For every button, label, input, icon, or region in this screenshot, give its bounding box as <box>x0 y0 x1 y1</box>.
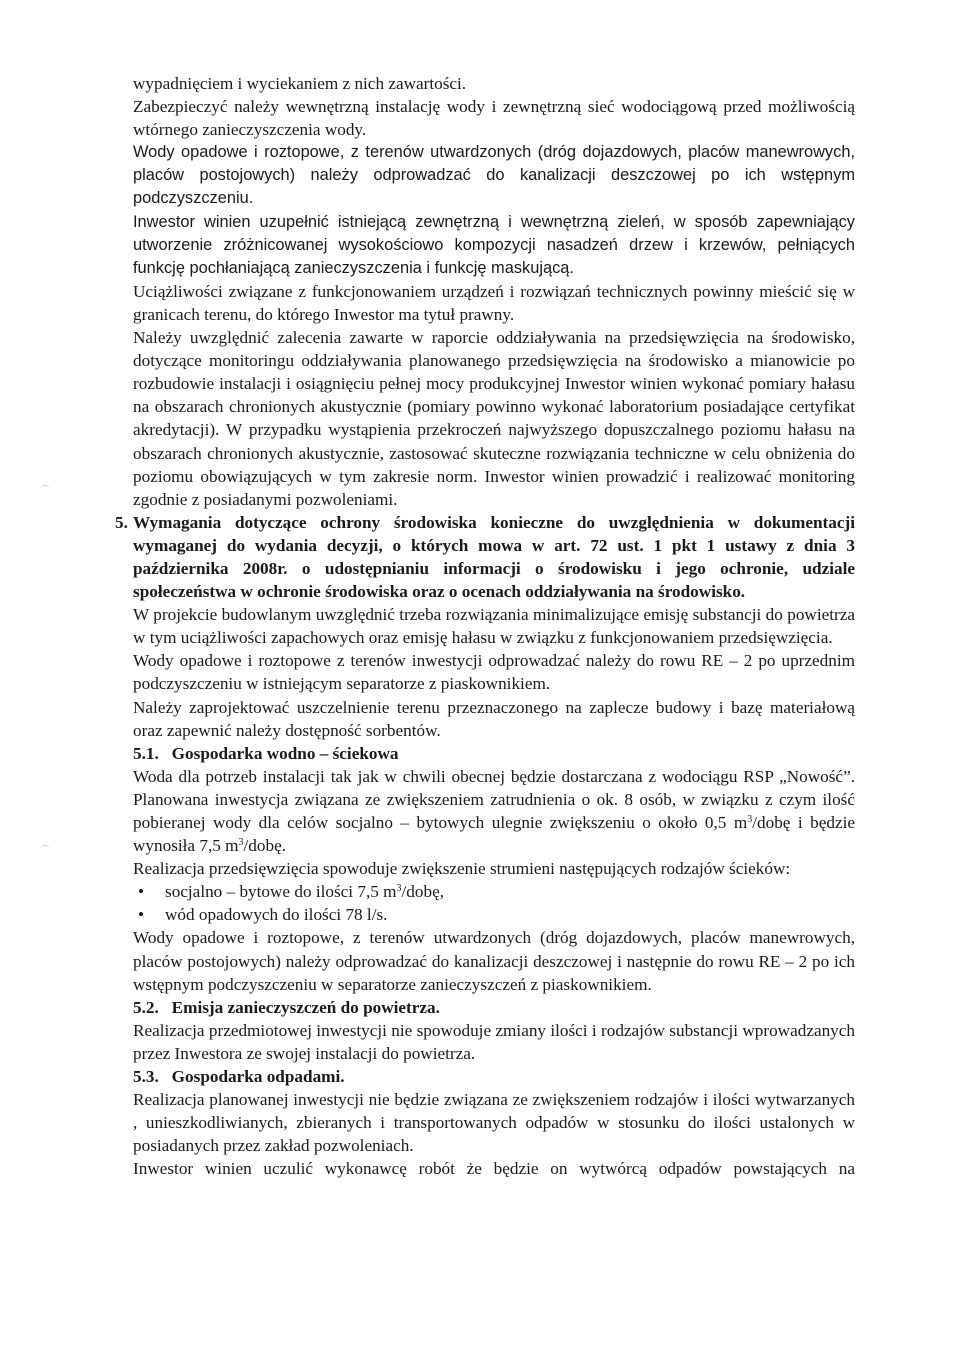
bullet-icon: • <box>138 905 145 925</box>
subsection-5-2-paragraph-1: Realizacja przedmiotowej inwestycji nie spowoduje zmiany ilości i rodzajów substancji wprowadzanych przez Inwestora ze swojej instalacji do powietrza. <box>133 1020 855 1063</box>
scan-artifact <box>40 485 50 492</box>
document-body <box>115 72 855 1181</box>
subsection-5-2-heading: 5.2. Emisja zanieczyszczeń do powietrza. <box>133 997 440 1017</box>
scan-artifact <box>40 845 50 852</box>
subsection-5-1-heading: 5.1. Gospodarka wodno – ściekowa <box>133 743 399 763</box>
wastewater-list <box>133 880 855 926</box>
section-5-heading <box>115 511 855 603</box>
section-number: 5. <box>115 512 128 532</box>
intro-paragraph-2: Zabezpieczyć należy wewnętrzną instalację wody i zewnętrzną sieć wodociągową przed możliwością wtórnego zanieczyszczenia wody. <box>133 97 855 140</box>
subsection-5-3-heading: 5.3. Gospodarka odpadami. <box>133 1067 345 1087</box>
intro-paragraph-6: Należy uwzględnić zalecenia zawarte w raporcie oddziaływania na przedsięwzięcia na środowisko, dotyczące monitoringu oddziaływania planowanego przedsięwzięcia na środowisko a mianowicie po rozbudowie instalacji i osiągnięciu pełnej mocy produkcyjnej Inwestor winien wykonać pomiary hałasu na obszarach chronionych akustycznie (pomiary powinno wykonać laboratorium posiadające certyfikat akredytacji). W przypadku wystąpienia przekroczeń najwyższego dopuszczalnego poziomu hałasu na obszarach chronionych akustycznie, zastosować skuteczne rozwiązania techniczne w celu obniżenia do poziomu obowiązujących w tym zakresie norm. Inwestor winien prowadzić i realizować monitoring zgodnie z posiadanymi pozwoleniami. <box>133 328 855 509</box>
subsection-5-1-paragraph-1: Woda dla potrzeb instalacji tak jak w chwili obecnej będzie dostarczana z wodociągu RSP „Nowość”. Planowana inwestycja związana ze zwiększeniem zatrudnienia o ok. 8 osób, w związku z czym ilość pobieranej wody dla celów socjalno – bytowych ulegnie zwiększeniu o około 0,5 $m^3$/dobę i będzie wynosiła 7,5 $m^3$/dobę. <box>133 766 855 856</box>
section-5-paragraph-3: Należy zaprojektować uszczelnienie terenu przeznaczonego na zaplecze budowy i bazę materiałową oraz zapewnić należy dostępność sorbentów. <box>133 697 855 740</box>
intro-paragraph-4: Inwestor winien uzupełnić istniejącą zewnętrzną i wewnętrzną zieleń, w sposób zapewniający utworzenie zróżnicowanej wysokościowo kompozycji nasadzeń drzew i krzewów, pełniących funkcję pochłaniającą zanieczyszczenia i funkcję maskującą. <box>133 212 855 277</box>
section-5-title: Wymagania dotyczące ochrony środowiska konieczne do uwzględnienia w dokumentacji wymaganej do wydania decyzji, o których mowa w art. 72 ust. 1 pkt 1 ustawy z dnia 3 października 2008r. o udostępnianiu informacji o środowisku i jego ochronie, udziale społeczeństwa w ochronie środowiska oraz o ocenach oddziaływania na środowisko. <box>133 512 855 602</box>
intro-paragraph-3: Wody opadowe i roztopowe, z terenów utwardzonych (dróg dojazdowych, placów manewrowych, placów postojowych) należy odprowadzać do kanalizacji deszczowej po ich wstępnym podczyszczeniu. <box>133 143 855 208</box>
section-5-paragraph-2: Wody opadowe i roztopowe z terenów inwestycji odprowadzać należy do rowu RE – 2 po uprzednim podczyszczeniu w istniejącym separatorze z piaskownikiem. <box>133 651 855 694</box>
subsection-5-1-paragraph-3: Wody opadowe i roztopowe, z terenów utwardzonych (dróg dojazdowych, placów manewrowych, placów postojowych) należy odprowadzać do kanalizacji deszczowej i następnie do rowu RE – 2 po ich wstępnym podczyszczeniu w separatorze zanieczyszczeń z piaskownikiem. <box>133 928 855 994</box>
list-item: • socjalno – bytowe do ilości 7,5 $m^3$/dobę, <box>135 880 855 903</box>
subsection-5-3-paragraph-2: Inwestor winien uczulić wykonawcę robót że będzie on wytwórcą odpadów powstających na <box>133 1159 855 1179</box>
intro-paragraph-5: Uciążliwości związane z funkcjonowaniem urządzeń i rozwiązań technicznych powinny mieścić się w granicach terenu, do którego Inwestor ma tytuł prawny. <box>133 281 855 324</box>
subsection-5-3-paragraph-1: Realizacja planowanej inwestycji nie będzie związana ze zwiększeniem rodzajów i ilości wytwarzanych , unieszkodliwianych, zbieranych i transportowanych odpadów w stosunku do ilości ustalonych w posiadanych przez zakład pozwoleniach. <box>133 1090 855 1156</box>
subsection-5-1-paragraph-2: Realizacja przedsięwzięcia spowoduje zwiększenie strumieni następujących rodzajów ścieków: <box>133 859 791 879</box>
intro-paragraph-1: wypadnięciem i wyciekaniem z nich zawartości. <box>133 74 467 93</box>
list-item: • wód opadowych do ilości 78 l/s. <box>135 903 855 926</box>
bullet-icon: • <box>138 882 145 902</box>
section-5-paragraph-1: W projekcie budowlanym uwzględnić trzeba rozwiązania minimalizujące emisję substancji do powietrza w tym uciążliwości zapachowych oraz emisję hałasu w związku z funkcjonowaniem przedsięwzięcia. <box>133 605 855 648</box>
